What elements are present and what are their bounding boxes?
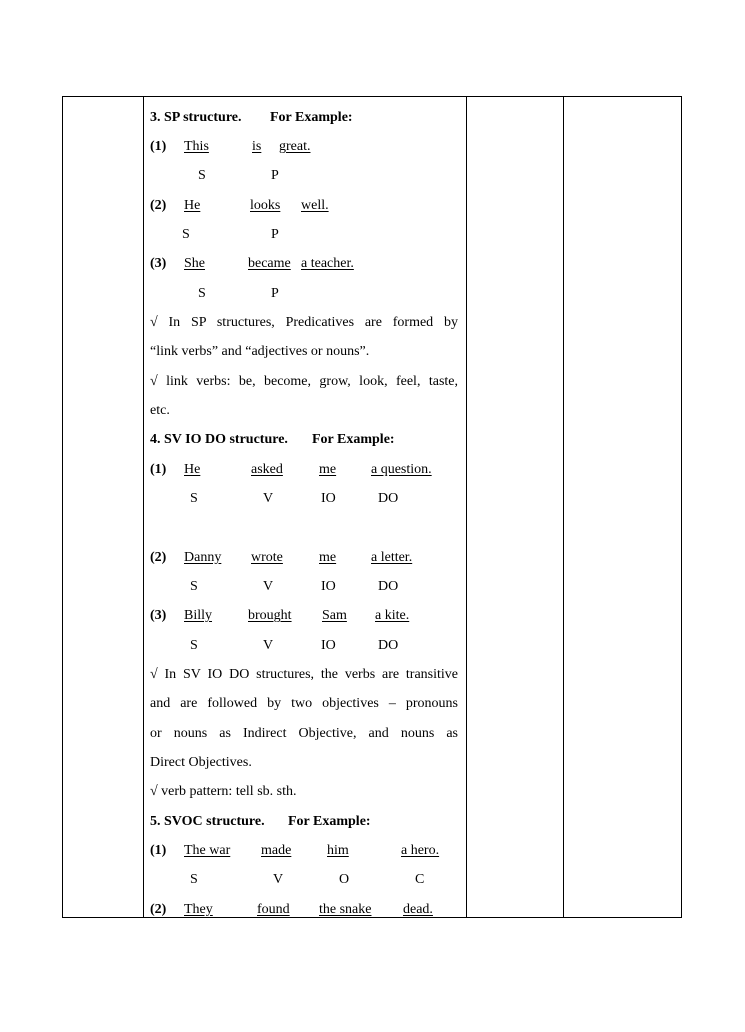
example-word: They [184,902,213,917]
label-indirect-object: IO [321,579,336,594]
example-word: asked [251,462,283,477]
example-word: the snake [319,902,372,917]
sp-note: √ In SP structures, Predicatives are formed by [150,315,458,330]
example-word: is [252,139,262,154]
sp-heading: 3. SP structure. [150,110,242,125]
example-word: made [261,843,292,858]
svoc-heading: 5. SVOC structure. [150,814,265,829]
label-predicate: P [271,286,279,301]
example-word: well. [301,198,329,213]
example-word: a hero. [401,843,440,858]
example-number: (1) [150,843,167,858]
example-word: him [327,843,349,858]
column-divider [143,97,144,917]
label-verb: V [263,638,274,653]
example-word: great. [279,139,311,154]
example-word: became [248,256,291,271]
label-direct-object: DO [378,491,399,506]
example-number: (2) [150,198,167,213]
label-subject: S [190,579,198,594]
label-subject: S [198,286,206,301]
example-word: me [319,550,337,565]
svio-heading: 4. SV IO DO structure. [150,432,288,447]
label-subject: S [190,638,198,653]
example-number: (3) [150,256,167,271]
example-word: dead. [403,902,433,917]
column-divider [466,97,467,917]
svio-note: and are followed by two objectives – pronouns [150,696,458,711]
svoc-for-example: For Example: [288,814,371,829]
example-number: (2) [150,902,167,917]
sp-for-example: For Example: [270,110,353,125]
example-word: a question. [371,462,432,477]
label-subject: S [190,491,198,506]
example-word: This [184,139,209,154]
label-verb: V [273,872,284,887]
svio-for-example: For Example: [312,432,395,447]
label-verb: V [263,491,274,506]
label-indirect-object: IO [321,638,336,653]
example-word: a letter. [371,550,413,565]
example-word: Sam [322,608,347,623]
label-indirect-object: IO [321,491,336,506]
label-complement: C [415,872,425,887]
example-word: Billy [184,608,213,623]
example-word: wrote [251,550,283,565]
example-word: He [184,462,201,477]
svio-note: √ verb pattern: tell sb. sth. [150,784,297,799]
label-subject: S [182,227,190,242]
label-direct-object: DO [378,638,399,653]
example-word: He [184,198,201,213]
sp-note: “link verbs” and “adjectives or nouns”. [150,344,370,359]
example-word: looks [250,198,281,213]
svio-note: Direct Objectives. [150,755,252,770]
sp-note: etc. [150,403,170,418]
example-word: Danny [184,550,222,565]
svio-note: or nouns as Indirect Objective, and nouns as [150,726,458,741]
example-word: found [257,902,290,917]
example-word: me [319,462,337,477]
label-subject: S [198,168,206,183]
example-number: (1) [150,462,167,477]
column-divider [563,97,564,917]
label-subject: S [190,872,198,887]
example-word: a kite. [375,608,410,623]
sp-note: √ link verbs: be, become, grow, look, feel, taste, [150,374,458,389]
example-number: (2) [150,550,167,565]
label-object: O [339,872,350,887]
example-number: (1) [150,139,167,154]
example-word: The war [184,843,231,858]
label-direct-object: DO [378,579,399,594]
svio-note: √ In SV IO DO structures, the verbs are transitive [150,667,458,682]
label-predicate: P [271,227,279,242]
example-word: brought [248,608,292,623]
label-verb: V [263,579,274,594]
label-predicate: P [271,168,279,183]
example-word: She [184,256,205,271]
example-word: a teacher. [301,256,354,271]
example-number: (3) [150,608,167,623]
